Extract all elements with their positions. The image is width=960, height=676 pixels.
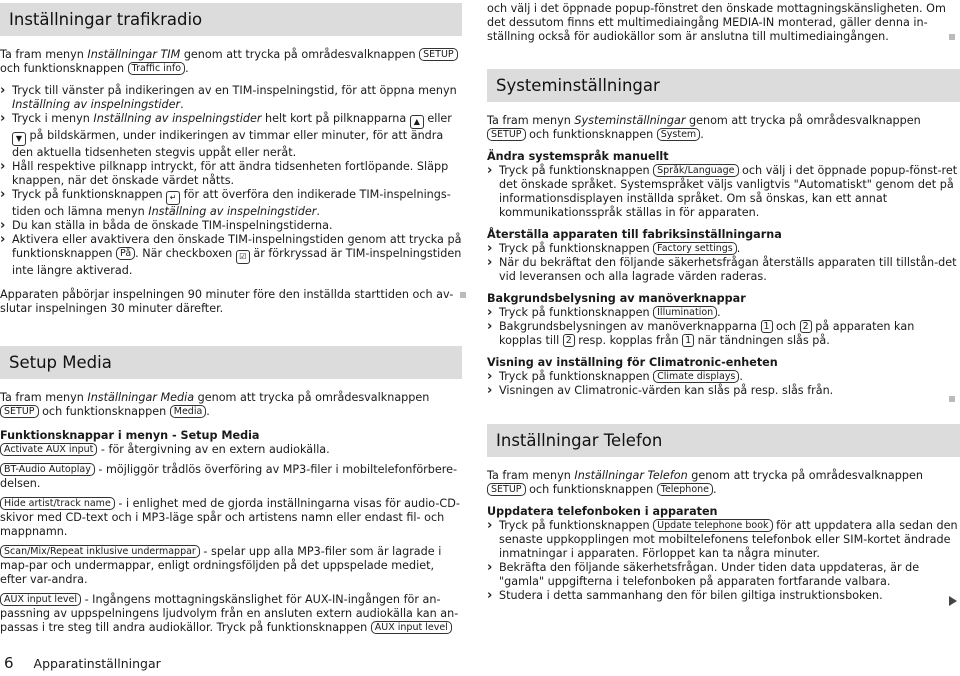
update-phonebook-button: Update telephone book	[653, 519, 772, 532]
state-1-label: 1	[682, 334, 694, 347]
knob-1-label: 1	[761, 320, 773, 333]
setup-button: SETUP	[419, 48, 458, 61]
bullet-pb-2: › Bekräfta den följande säkerhetsfrågan. Under tiden data uppdateras, är de "gamla" uppgifterna i telefonboken på apparaten fortfarande valbara.	[487, 561, 960, 589]
right-column	[487, 0, 960, 603]
enter-icon: ↵	[166, 191, 180, 205]
subheading-illumination: Bakgrundsbelysning av manöverknappar	[487, 292, 746, 305]
system-button: System	[657, 128, 700, 141]
setup-button-2: SETUP	[0, 405, 39, 418]
state-2-label: 2	[563, 334, 575, 347]
subheading-phonebook: Uppdatera telefonboken i apparaten	[487, 505, 718, 518]
subheading-language: Ändra systemspråk manuellt	[487, 150, 669, 163]
climate-displays-button: Climate displays	[653, 370, 739, 383]
telephone-button: Telephone	[657, 483, 713, 496]
scan-mix-button: Scan/Mix/Repeat inklusive undermappar	[0, 545, 200, 558]
setup-button-3: SETUP	[487, 128, 526, 141]
traffic-info-button: Traffic info	[128, 62, 185, 75]
para-continued: och välj i det öppnade popup-fönstret den önskade mottagningskänsligheten. Om det dessutom finns ett multimediaingång MEDIA-IN monterad, gäller denna in-ställning också för audiokällor som är anslutna till multimediaingången.	[487, 2, 946, 43]
heading-telefon: Inställningar Telefon	[487, 424, 960, 457]
bullet-5: › Du kan ställa in båda de önskade TIM-inspelningstiderna.	[0, 219, 462, 233]
func-hide: Hide artist/track name - i enlighet med de gjorda inställningarna visas för audio-CD-skivor med CD-text och i MP3-läge spår och artistens namn eller endast fil- och mappnamn.	[0, 497, 460, 538]
illumination-button: Illumination	[653, 306, 717, 319]
bullet-reset-2: › När du bekräftat den följande säkerhetsfrågan återställs apparaten till tillstån-det vid leveransen och alla lagrade värden raderas.	[487, 256, 960, 284]
activate-aux-button: Activate AUX input	[0, 443, 97, 456]
subheading-reset: Återställa apparaten till fabriksinställningarna	[487, 228, 782, 241]
bullet-1: › Tryck till vänster på indikeringen av en TIM-inspelningstid, för att öppna menyn Inställning av inspelningstider.	[0, 84, 462, 112]
left-column	[0, 0, 462, 635]
bullet-4: › Tryck på funktionsknappen ↵ för att överföra den indikerade TIM-inspelnings-tiden och lämna menyn Inställning av inspelningstider.	[0, 188, 462, 219]
next-page-arrow-icon	[949, 596, 957, 606]
bullet-2: › Tryck i menyn Inställning av inspelningstider helt kort på pilknapparna ▲ eller ▼ på bildskärmen, under indikeringen av timmar eller minuter, för att ändra den aktuella tidsenheten stegvis uppåt eller neråt.	[0, 112, 462, 160]
heading-system: Systeminställningar	[487, 69, 960, 102]
knob-2-label: 2	[800, 320, 812, 333]
para-media: Ta fram menyn Inställningar Media genom att trycka på områdesvalknappen SETUP och funktionsknappen Media .	[0, 391, 430, 418]
section-end-marker-2	[949, 396, 955, 402]
func-aux: Activate AUX input - för återgivning av en extern audiokälla.	[0, 443, 462, 457]
hide-artist-button: Hide artist/track name	[0, 497, 115, 510]
func-aux-level: AUX input level - Ingångens mottagningskänslighet för AUX-IN-ingången för an-passning av uppspelningens ljudvolym från en ansluten extern audiokälla kan an-passas i tre steg till andra audiokällor. Tryck på funktionsknappen AUX input level	[0, 593, 459, 634]
para-system: Ta fram menyn Systeminställningar genom att trycka på områdesvalknappen SETUP och funktionsknappen System .	[487, 114, 921, 141]
heading-setup-media: Setup Media	[0, 346, 462, 379]
setup-button-4: SETUP	[487, 483, 526, 496]
heading-trafikradio: Inställningar trafikradio	[0, 3, 462, 36]
para-intro: Ta fram menyn Inställningar TIM genom att trycka på områdesvalknappen SETUP och funktionsknappen Traffic info .	[0, 48, 462, 76]
subheading-climatronic: Visning av inställning för Climatronic-enheten	[487, 356, 778, 369]
bullet-language: › Tryck på funktionsknappen Språk/Language och välj i det öppnade popup-fönst-ret det önskade språket. Systemspråket väljs vanligtvis "Automatiskt" genom det på informationsdisplayen inställda språket. Om så önskas, kan ett annat kommunikationsspråk ställas in för apparaten.	[487, 164, 960, 220]
checkbox-icon: ☑	[236, 250, 250, 264]
bullet-pb-1: › Tryck på funktionsknappen Update telephone book för att uppdatera alla sedan den senaste uppkopplingen mot mobiltelefonens telefonbok eller SIM-kortet ändrade inmatningar i apparaten. Förloppet kan ta några minuter.	[487, 519, 960, 561]
aux-level-button: AUX input level	[0, 593, 81, 606]
bullet-6: › Aktivera eller avaktivera den önskade TIM-inspelningstiden genom att trycka på funktionsknappen På . När checkboxen ☑ är förkryssad är TIM-inspelningstiden inte längre aktiverad.	[0, 233, 462, 278]
footer-title: Apparatinställningar	[33, 656, 161, 671]
section-end-marker	[460, 292, 466, 298]
factory-settings-button: Factory settings	[653, 242, 737, 255]
aux-level-button-2: AUX input level	[371, 621, 452, 634]
bullet-reset-1: › Tryck på funktionsknappen Factory settings .	[487, 242, 960, 256]
bullet-3: › Håll respektive pilknapp intryckt, för att ändra tidsenheten fortlöpande. Släpp knappen, när det önskade värdet nåtts.	[0, 160, 462, 188]
para-telefon: Ta fram menyn Inställningar Telefon genom att trycka på områdesvalknappen SETUP och funktionsknappen Telephone .	[487, 469, 923, 496]
subheading-funktionsknappar: Funktionsknappar i menyn - Setup Media	[0, 429, 260, 442]
pa-button: På	[116, 247, 135, 260]
section-end-marker-1	[949, 34, 955, 40]
bullet-ill-1: › Tryck på funktionsknappen Illumination .	[487, 306, 960, 320]
bullet-climate-2: › Visningen av Climatronic-värden kan slås på resp. slås från.	[487, 384, 960, 398]
language-button: Språk/Language	[653, 164, 738, 177]
media-button: Media	[170, 405, 207, 418]
page-number: 6	[4, 654, 14, 672]
bullet-pb-3: › Studera i detta sammanhang den för bilen giltiga instruktionsboken.	[487, 589, 960, 603]
func-bt: BT-Audio Autoplay - möjliggör trådlös överföring av MP3-filer i mobiltelefonförbere-delsen.	[0, 463, 458, 490]
page-footer	[4, 656, 161, 671]
bt-audio-button: BT-Audio Autoplay	[0, 463, 95, 476]
func-scan: Scan/Mix/Repeat inklusive undermappar - spelar upp alla MP3-filer som är lagrade i map-par och undermappar, enligt ordningsföljden på det uppspelade mediet, efter var-andra.	[0, 545, 442, 586]
arrow-down-icon: ▼	[12, 132, 26, 146]
bullet-climate-1: › Tryck på funktionsknappen Climate displays .	[487, 370, 960, 384]
para-outro: Apparaten påbörjar inspelningen 90 minuter före den inställda starttiden och av-slutar inspelningen 30 minuter därefter.	[0, 288, 454, 315]
arrow-up-icon: ▲	[410, 115, 424, 129]
bullet-ill-2: › Bakgrundsbelysningen av manöverknapparna 1 och 2 på apparaten kan kopplas till 2 resp. kopplas från 1 när tändningen slås på.	[487, 320, 960, 348]
